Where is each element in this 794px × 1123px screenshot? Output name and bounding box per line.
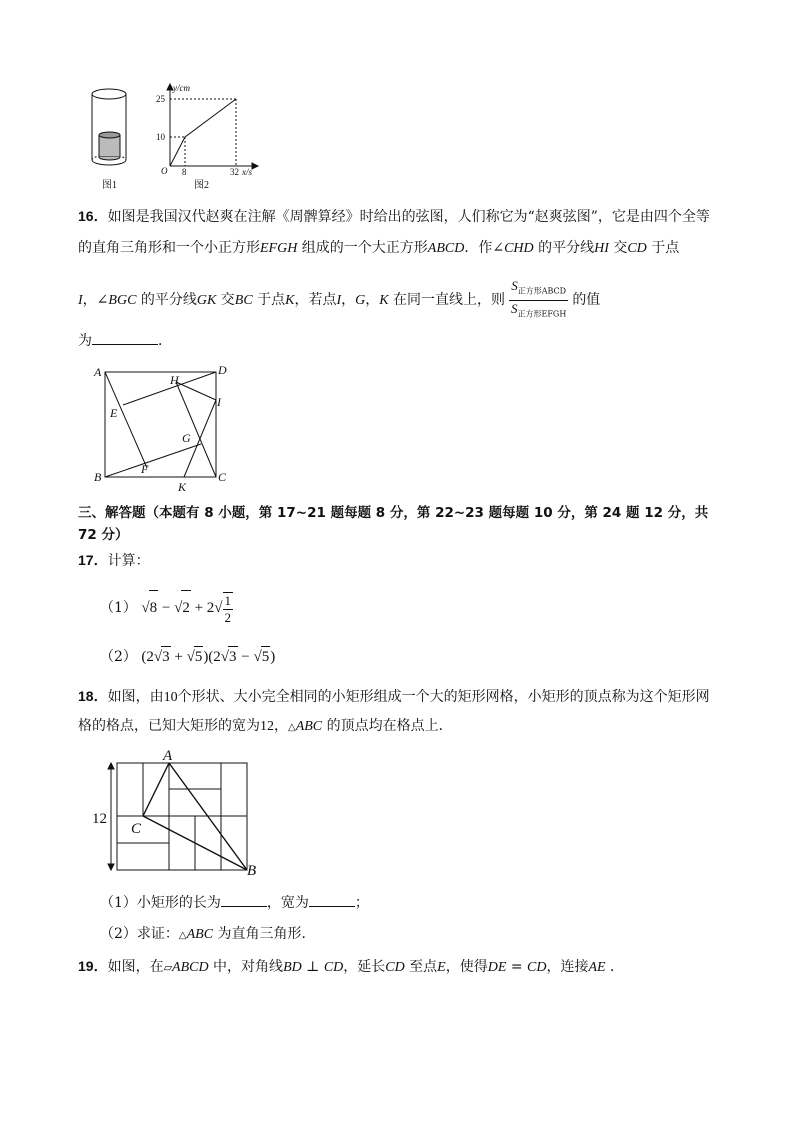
q19-number: 19．	[78, 958, 108, 974]
q18-label-c: C	[131, 821, 142, 837]
q18-abc: ABC	[295, 719, 323, 734]
q16-gk: GK	[196, 293, 217, 309]
q16-text-3p: 在同一直线上，则	[388, 292, 506, 309]
q16-frac-den-sub: 正方形EFGH	[517, 309, 567, 319]
q16-label-b: B	[94, 470, 102, 484]
q17-number: 17．	[78, 552, 108, 568]
q19-e: E	[437, 960, 446, 975]
fig2-x-tick-8: 8	[182, 167, 187, 177]
q19-abcd: ABCD	[172, 960, 209, 975]
q16-text-3b: ，∠	[82, 292, 109, 309]
q18-label-b: B	[247, 863, 257, 879]
q17-p2-label: （2）	[100, 649, 137, 665]
q16-frac-den-s: S	[511, 300, 518, 316]
fig2-y-tick-25: 25	[156, 94, 165, 104]
q17-part1	[100, 590, 237, 626]
q17-part2	[100, 646, 275, 667]
q19-cd3: CD	[527, 960, 547, 975]
q18-number: 18．	[78, 688, 108, 704]
fig1-caption: 图1	[102, 180, 117, 191]
q16-k2: K	[379, 293, 389, 309]
q16-label-f: F	[141, 462, 149, 476]
q18-part2	[100, 924, 316, 946]
q16-bc: BC	[234, 293, 253, 309]
q16-text-4b: ．	[158, 333, 172, 349]
q16-frac-num-s: S	[511, 278, 518, 293]
q16-label-c: C	[218, 470, 227, 484]
q18-p2-abc: ABC	[186, 927, 214, 942]
fig2-y-axis-label: y/cm	[173, 83, 190, 93]
q18-p2-text-d: 为直角三角形．	[213, 926, 316, 942]
q18-text-2f: 的顶点均在格点上．	[322, 718, 453, 734]
q16-text-2e: ．作∠	[464, 240, 505, 256]
q19-perp: ⊥	[301, 959, 324, 975]
q16-text-3h: 于点	[252, 292, 286, 309]
q19-text-j: 至点	[404, 959, 438, 975]
q18-text-2c: ，	[274, 718, 288, 734]
q16-line4	[78, 330, 172, 351]
q16-label-i: I	[217, 395, 221, 409]
q17-p1-expression: √8 − √2 + 2√ $\frac{1}{2}$	[141, 600, 237, 616]
q18-width-label: 12	[92, 811, 107, 827]
q16-k: K	[285, 293, 295, 309]
q18-text-2a: 格的格点，已知大矩形的宽为	[78, 718, 260, 734]
q18-twelve: 12	[260, 719, 274, 734]
fig2-caption: 图2	[194, 180, 209, 191]
q18-label-a: A	[163, 748, 173, 764]
q16-bgc: BGC	[108, 293, 137, 309]
q19-text-a: 如图，在	[107, 959, 164, 975]
q16-efgh: EFGH	[260, 241, 298, 256]
q19-cd2: CD	[385, 960, 405, 975]
q18-p2-triangle-symbol: △	[178, 930, 187, 941]
q18-line2	[78, 716, 453, 738]
q16-label-e: E	[110, 406, 118, 420]
q19-parallelogram-symbol: ▱	[163, 961, 173, 974]
q16-cd: CD	[627, 241, 647, 256]
q16-chd: CHD	[504, 241, 534, 256]
q17-p1-label: （1）	[100, 600, 137, 616]
q16-text-1: 如图是我国汉代赵爽在注解《周髀算经》时给出的弦图，人们称它为“赵爽弦图”，它是由四个全等	[107, 209, 710, 225]
q16-text-3q: 的值	[572, 292, 601, 309]
fig2-y-tick-10: 10	[156, 132, 165, 142]
q17-title	[78, 550, 150, 571]
section3-heading	[78, 502, 748, 546]
q16-text-3j: ，若点	[294, 292, 337, 309]
q19-cd: CD	[323, 960, 344, 975]
q19-text-p: ，连接	[546, 959, 589, 975]
q16-line1	[78, 206, 710, 227]
q16-text-3l: ，	[341, 292, 356, 309]
q16-hi: HI	[594, 241, 609, 256]
q18-part1	[100, 892, 369, 913]
q18-figure	[90, 745, 270, 880]
q16-label-h: H	[170, 373, 179, 387]
q16-answer-blank[interactable]	[92, 330, 158, 345]
fig2-origin: O	[161, 166, 168, 176]
q16-line3	[78, 278, 600, 322]
q19-text-r: ．	[605, 959, 625, 975]
top-figures	[84, 80, 284, 195]
q16-frac-num-sub: 正方形ABCD	[517, 286, 567, 296]
q16-i2: I	[336, 293, 342, 309]
section3-heading-line2: 72 分）	[78, 527, 129, 543]
q18-width-blank[interactable]	[309, 892, 355, 907]
q16-abcd: ABCD	[427, 241, 465, 256]
q18-p1-text-a: （1）小矩形的长为	[100, 895, 221, 911]
q16-text-2g: 的平分线	[533, 240, 595, 256]
q19-text-h: ，延长	[343, 959, 386, 975]
q16-text-3d: 的平分线	[136, 292, 197, 309]
q16-i: I	[78, 293, 83, 309]
cylinder-figure	[92, 89, 126, 165]
q16-text-4a: 为	[78, 333, 92, 349]
q16-text-3n: ，	[365, 292, 380, 309]
q18-text-1a: 如图，由	[107, 689, 164, 705]
q19-bd: BD	[283, 960, 302, 975]
q19-ae: AE	[588, 960, 606, 975]
graph-figure	[167, 84, 258, 169]
q18-p1-text-b: ，宽为	[266, 895, 309, 911]
section3-heading-line1: 三、解答题（本题有 8 小题，第 17~21 题每题 8 分，第 22~23 题每题 10 分，第 24 题 12 分，共	[78, 505, 709, 521]
q16-figure	[90, 360, 240, 495]
q19-text-d: 中，对角线	[208, 959, 284, 975]
q16-text-2k: 于点	[646, 240, 680, 256]
q16-g: G	[355, 293, 366, 309]
q18-p1-text-c: ；	[354, 895, 369, 911]
q16-label-k: K	[178, 480, 187, 494]
q19-eq: =	[506, 959, 528, 975]
q16-text-2c: 组成的一个大正方形	[297, 240, 428, 256]
q16-text-2i: 交	[608, 240, 628, 256]
q18-length-blank[interactable]	[221, 892, 267, 907]
q16-number: 16．	[78, 208, 108, 224]
q19-de: DE	[487, 960, 507, 975]
q16-text-2a: 的直角三角形和一个小正方形	[78, 240, 260, 256]
q19-text-l: ，使得	[445, 959, 488, 975]
fig2-x-axis-label: x/s	[242, 167, 252, 177]
q17-p2-expression: (2√3 + √5)(2√3 − √5)	[141, 649, 275, 665]
q18-text-1c: 个形状、大小完全相同的小矩形组成一个大的矩形网格，小矩形的顶点称为这个矩形网	[177, 689, 710, 705]
q16-label-a: A	[94, 365, 102, 379]
q16-label-g: G	[182, 431, 191, 445]
q17-title-text: 计算：	[107, 553, 150, 569]
q18-p2-text-a: （2）求证：	[100, 926, 179, 942]
q18-line1	[78, 686, 710, 708]
q16-area-ratio	[509, 278, 568, 322]
fig2-x-tick-32: 32	[230, 167, 239, 177]
q18-ten: 10	[163, 690, 178, 705]
q16-label-d: D	[218, 363, 227, 377]
q19-line1	[78, 956, 624, 978]
q18-triangle-symbol: △	[288, 722, 296, 733]
q16-text-3f: 交	[216, 292, 235, 309]
q16-line2	[78, 238, 679, 259]
